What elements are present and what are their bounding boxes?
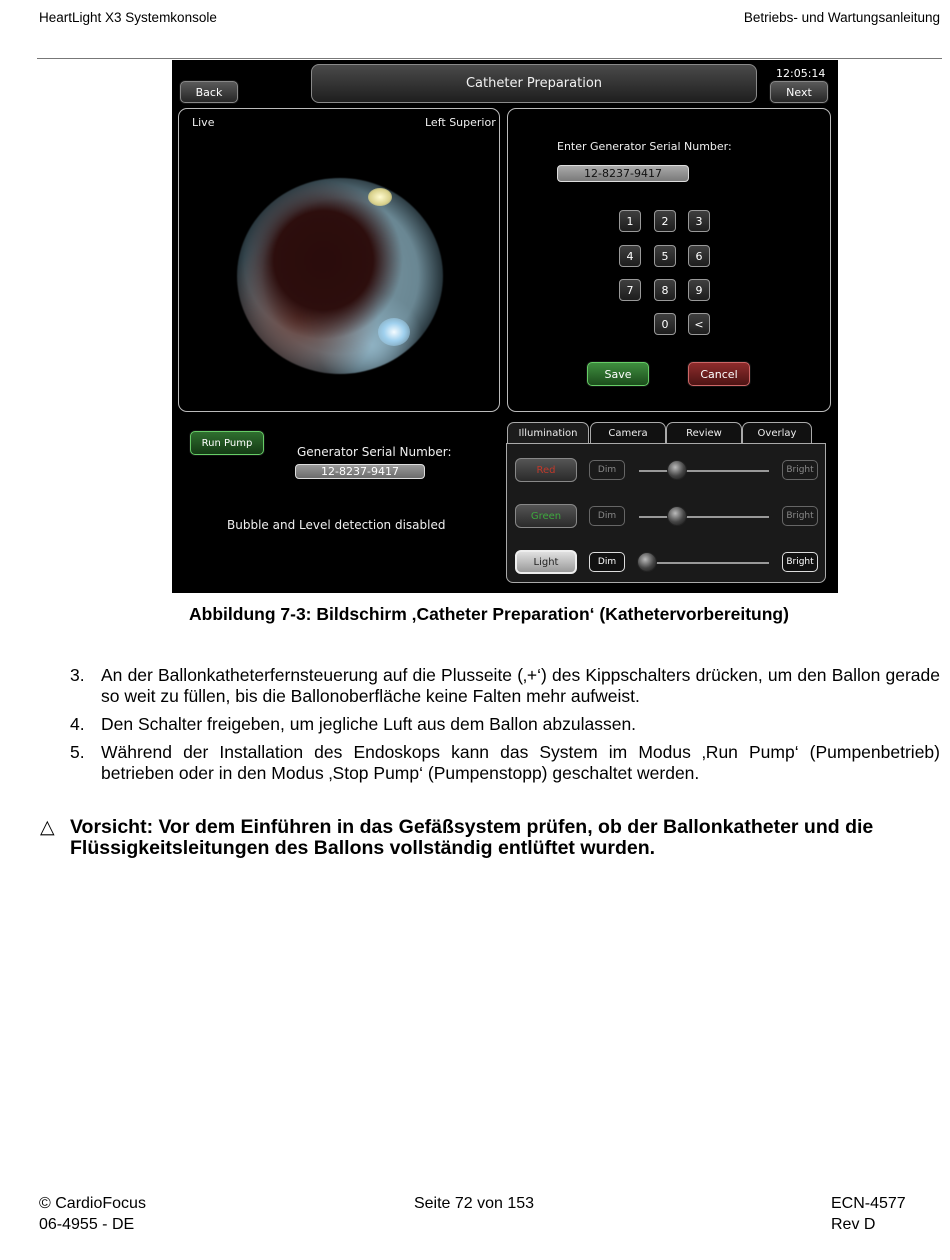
green-dim-button[interactable]: Dim [589,506,625,526]
red-dim-button[interactable]: Dim [589,460,625,480]
green-slider-knob[interactable] [667,506,687,526]
green-bright-button[interactable]: Bright [782,506,818,526]
step-text: Den Schalter freigeben, um jegliche Luft aus dem Ballon abzulassen. [101,714,637,734]
save-button[interactable]: Save [587,362,649,386]
red-bright-button[interactable]: Bright [782,460,818,480]
step-text: An der Ballonkatheterfernsteuerung auf die Plusseite (‚+‘) des Kippschalters drücken, um den Ballon gerade so weit zu füllen, bis die Ballonoberfläche keine Falten mehr aufweist. [101,665,940,706]
green-channel-button[interactable]: Green [515,504,577,528]
header-manual-title: Betriebs- und Wartungsanleitung [743,10,940,25]
footer-right [831,1193,906,1235]
footer-ecn: ECN-4577 [831,1195,906,1212]
red-slider-knob[interactable] [667,460,687,480]
step-number: 3. [70,665,85,685]
screen-title: Catheter Preparation [311,64,757,103]
list-item [70,742,940,784]
illumination-panel [506,443,826,583]
serial-input[interactable]: 12-8237-9417 [557,165,689,182]
clock: 12:05:14 [776,67,826,80]
header-divider [37,58,942,59]
endoscope-image [237,178,443,374]
footer-page-number: Seite 72 von 153 [413,1195,535,1212]
view-label: Left Superior [425,116,496,129]
tab-camera[interactable]: Camera [590,422,666,444]
caution-text: Vorsicht: Vor dem Einführen in das Gefäßsystem prüfen, ob der Ballonkatheter und die Flüssigkeitsleitungen des Ballons vollständig entlüftet wurden. [70,816,874,859]
step-number: 4. [70,714,85,734]
caution-note [40,817,940,859]
keypad-key-7[interactable]: 7 [619,279,641,301]
light-channel-button[interactable]: Light [515,550,577,574]
keypad-key-5[interactable]: 5 [654,245,676,267]
footer-revision: Rev D [831,1216,876,1233]
endoscope-reflection [378,318,410,346]
footer-doc-number: 06-4955 - DE [39,1216,135,1233]
step-text: Während der Installation des Endoskops kann das System im Modus ‚Run Pump‘ (Pumpenbetrieb) betrieben oder in den Modus ‚Stop Pump‘ (Pumpenstopp) geschaltet werden. [101,742,940,783]
keypad-key-9[interactable]: 9 [688,279,710,301]
keypad-key-1[interactable]: 1 [619,210,641,232]
generator-serial-value: 12-8237-9417 [295,464,425,479]
red-slider-track[interactable] [639,470,769,472]
catheter-preparation-screenshot [172,60,838,593]
figure-caption: Abbildung 7-3: Bildschirm ‚Catheter Preparation‘ (Kathetervorbereitung) [189,604,789,624]
keypad-key-4[interactable]: 4 [619,245,641,267]
keypad-backspace[interactable]: < [688,313,710,335]
endoscope-glare [368,188,392,206]
keypad-key-0[interactable]: 0 [654,313,676,335]
footer-copyright: © CardioFocus [39,1195,146,1212]
cancel-button[interactable]: Cancel [688,362,750,386]
next-button[interactable]: Next [770,81,828,103]
instruction-steps [70,665,940,791]
list-item [70,665,940,707]
generator-serial-label: Generator Serial Number: [297,445,452,459]
light-dim-button[interactable]: Dim [589,552,625,572]
green-slider-track[interactable] [639,516,769,518]
keypad-key-6[interactable]: 6 [688,245,710,267]
tab-illumination[interactable]: Illumination [507,422,589,444]
header-product-title: HeartLight X3 Systemkonsole [39,10,217,25]
tab-review[interactable]: Review [666,422,742,444]
tab-overlay[interactable]: Overlay [742,422,812,444]
warning-triangle-icon: △ [40,817,55,838]
keypad-key-2[interactable]: 2 [654,210,676,232]
light-slider-track[interactable] [639,562,769,564]
keypad-key-3[interactable]: 3 [688,210,710,232]
live-label: Live [192,116,215,129]
keypad-key-8[interactable]: 8 [654,279,676,301]
run-pump-button[interactable]: Run Pump [190,431,264,455]
bubble-detection-status: Bubble and Level detection disabled [227,518,446,532]
back-button[interactable]: Back [180,81,238,103]
red-channel-button[interactable]: Red [515,458,577,482]
light-bright-button[interactable]: Bright [782,552,818,572]
list-item [70,714,940,735]
enter-serial-label: Enter Generator Serial Number: [557,140,732,153]
light-slider-knob[interactable] [637,552,657,572]
step-number: 5. [70,742,85,762]
